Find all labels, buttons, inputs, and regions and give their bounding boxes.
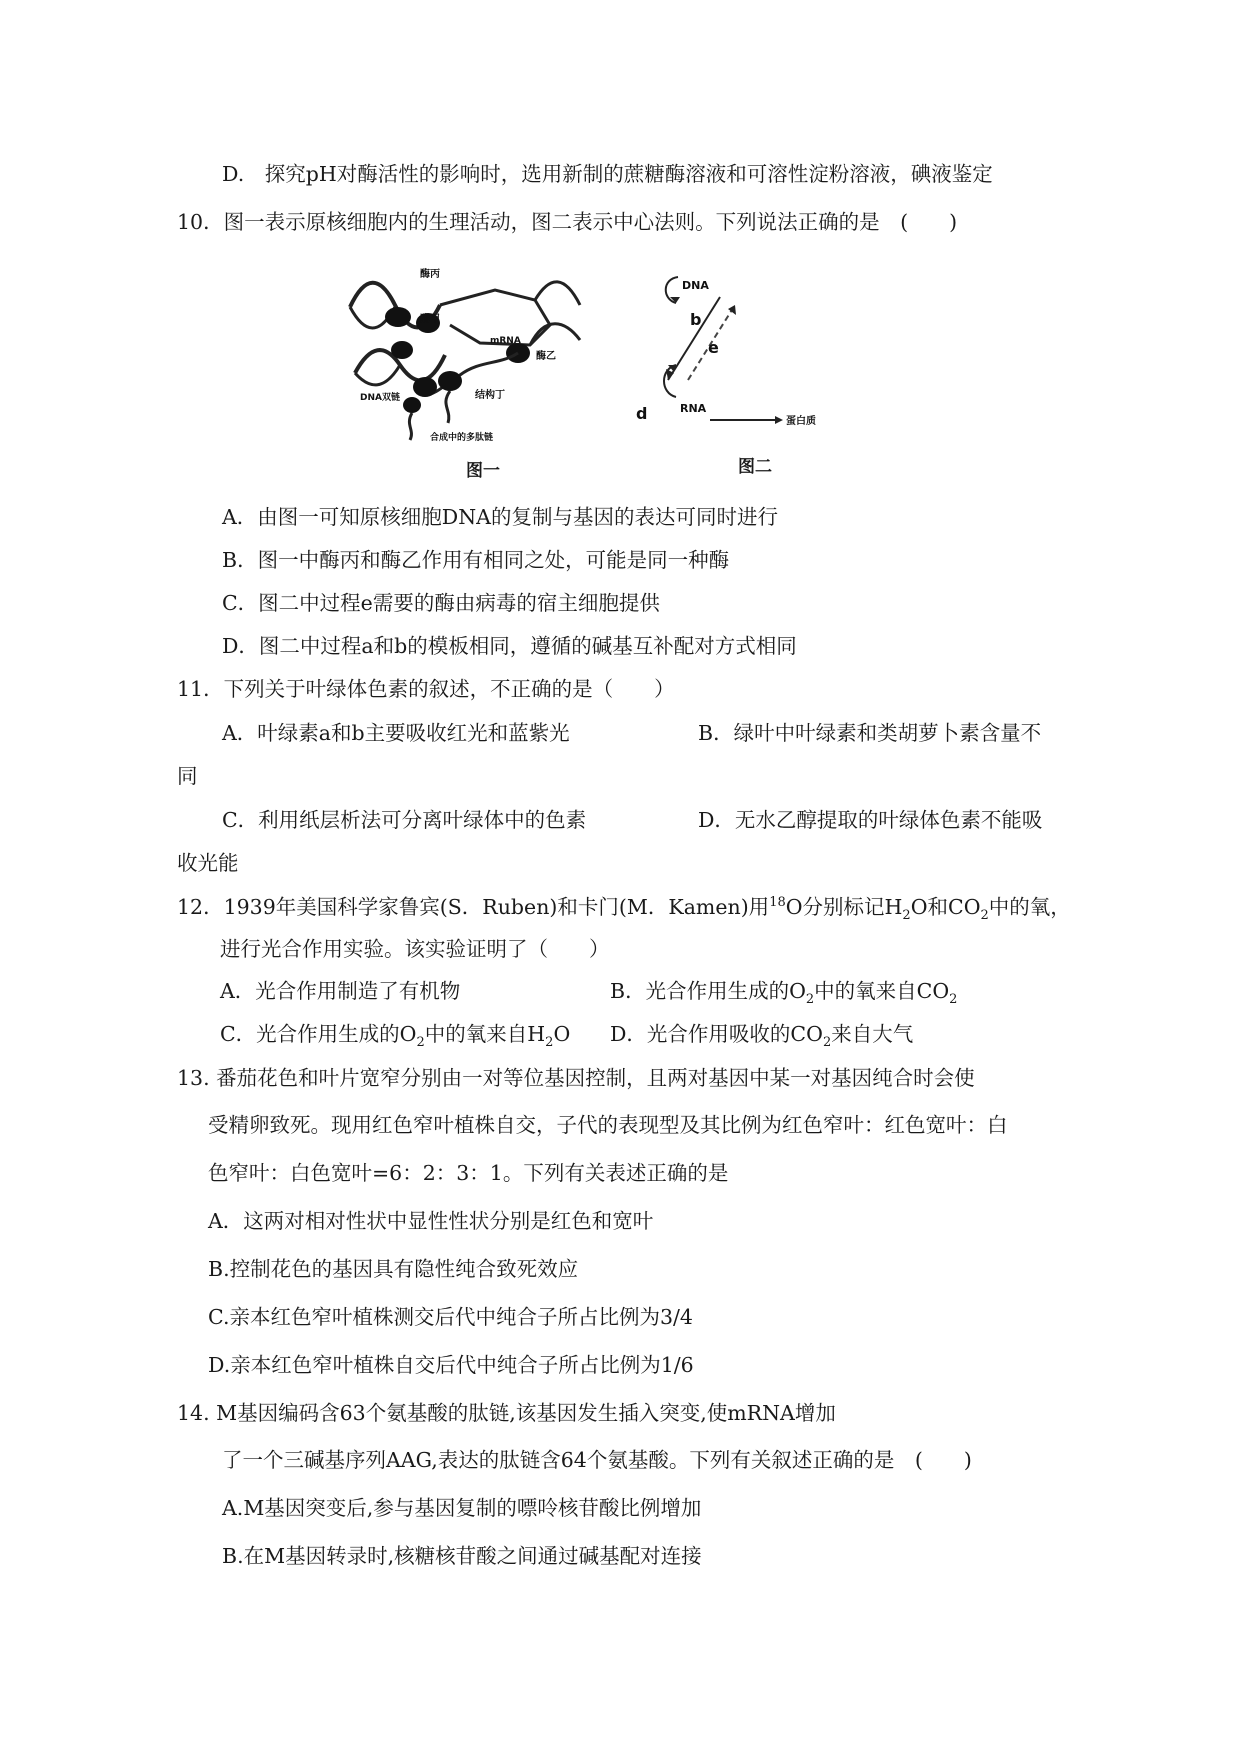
fig2-e: e	[708, 338, 719, 357]
q14-stem-line2: 了一个三碱基序列AAG,表达的肽链含64个氨基酸。下列有关叙述正确的是 ( )	[222, 1448, 972, 1472]
q11-option-c: C．利用纸层析法可分离叶绿体中的色素	[222, 808, 587, 832]
figure-2-diagram	[636, 265, 860, 445]
figure-1-diagram	[340, 265, 600, 450]
label-enzyme-b: 酶乙	[536, 351, 556, 362]
q13-stem-line3: 色窄叶：白色宽叶=6：2：3：1。下列有关表述正确的是	[208, 1161, 729, 1185]
fig2-b: b	[690, 310, 702, 329]
q14-stem-line1: 14. M基因编码含63个氨基酸的肽链,该基因发生插入突变,使mRNA增加	[177, 1401, 836, 1425]
label-dna: DNA双链	[360, 393, 400, 403]
enzyme-c-blob	[385, 307, 411, 327]
q10-option-b: B．图一中酶丙和酶乙作用有相同之处，可能是同一种酶	[222, 548, 730, 572]
q13-stem-line1: 13. 番茄花色和叶片宽窄分别由一对等位基因控制，且两对基因中某一对基因纯合时会使	[177, 1066, 975, 1090]
ribosome-2	[438, 371, 462, 391]
q10-stem: 10．图一表示原核细胞内的生理活动，图二表示中心法则。下列说法正确的是 ( )	[177, 210, 958, 234]
fig2-dna: DNA	[682, 279, 709, 292]
q12-option-a: A．光合作用制造了有机物	[220, 979, 461, 1003]
q11-option-d-cont: 收光能	[177, 851, 239, 875]
label-enzyme-a: 酶甲	[420, 314, 440, 325]
rna-to-protein-head	[775, 416, 783, 424]
q14-option-b: B.在M基因转录时,核糖核苷酸之间通过碱基配对连接	[222, 1544, 702, 1568]
q11-option-b: B．绿叶中叶绿素和类胡萝卜素含量不	[698, 721, 1042, 745]
fig2-d: d	[636, 404, 648, 423]
q13-option-b: B.控制花色的基因具有隐性纯合致死效应	[208, 1257, 579, 1281]
enzyme-a-blob	[391, 341, 413, 359]
fig2-protein: 蛋白质	[786, 416, 816, 427]
q10-option-d: D．图二中过程a和b的模板相同，遵循的碱基互补配对方式相同	[222, 634, 797, 658]
q12-option-b: B．光合作用生成的$O_2$中的氧来自$CO_2$	[610, 979, 958, 1008]
figure-1-caption: 图一	[466, 461, 500, 481]
q11-option-b-cont: 同	[177, 764, 198, 788]
label-enzyme-c: 酶丙	[420, 269, 440, 280]
q14-option-a: A.M基因突变后,参与基因复制的嘌呤核苷酸比例增加	[222, 1496, 702, 1520]
polypeptide-2	[446, 391, 450, 423]
q12-stem-line2: 进行光合作用实验。该实验证明了（ ）	[220, 937, 610, 961]
dna-strand-right	[535, 282, 580, 305]
label-chain: 合成中的多肽链	[430, 433, 494, 443]
q11-stem: 11．下列关于叶绿体色素的叙述，不正确的是（ ）	[177, 677, 675, 701]
label-structure: 结构丁	[475, 390, 505, 401]
q13-stem-line2: 受精卵致死。现用红色窄叶植株自交，子代的表现型及其比例为红色窄叶：红色宽叶：白	[208, 1113, 1008, 1137]
q12-option-d: D．光合作用吸收的$CO_2$来自大气	[610, 1022, 914, 1051]
mrna-strand	[425, 353, 518, 395]
ribosome-3	[403, 397, 421, 413]
q9-option-d: D. 探究pH对酶活性的影响时，选用新制的蔗糖酶溶液和可溶性淀粉溶液，碘液鉴定	[222, 162, 993, 186]
ribosome-1	[413, 377, 437, 397]
q13-option-d: D.亲本红色窄叶植株自交后代中纯合子所占比例为1/6	[208, 1353, 694, 1377]
label-mrna: mRNA	[490, 336, 521, 346]
q12-option-c: C．光合作用生成的$O_2$中的氧来自$H_2O$	[220, 1022, 571, 1051]
q13-option-a: A．这两对相对性状中显性性状分别是红色和宽叶	[208, 1209, 654, 1233]
q13-option-c: C.亲本红色窄叶植株测交后代中纯合子所占比例为3/4	[208, 1305, 693, 1329]
figure-2-caption: 图二	[738, 457, 772, 477]
dna-strand-bottom2	[355, 365, 400, 385]
q11-option-a: A．叶绿素a和b主要吸收红光和蓝紫光	[222, 721, 570, 745]
q11-option-d: D．无水乙醇提取的叶绿体色素不能吸	[698, 808, 1043, 832]
rna-to-dna-head	[728, 305, 736, 315]
polypeptide-1	[409, 413, 412, 440]
q12-stem: 12．1939年美国科学家鲁宾(S．Ruben)和卡门(M．Kamen)用$^{18}$O分别标记$H_2O$和$CO_2$中的氧，	[177, 895, 1071, 924]
q10-option-c: C．图二中过程e需要的酶由病毒的宿主细胞提供	[222, 591, 660, 615]
q10-option-a: A．由图一可知原核细胞DNA的复制与基因的表达可同时进行	[222, 505, 778, 529]
dna-strand-right2	[530, 324, 580, 345]
fig2-rna: RNA	[680, 402, 707, 415]
